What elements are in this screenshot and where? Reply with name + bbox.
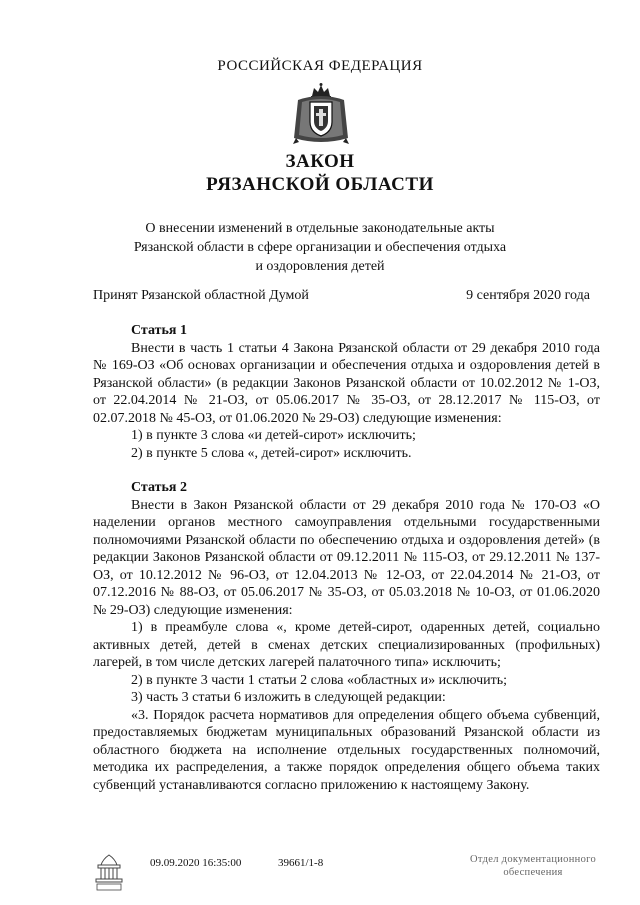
duma-building-icon bbox=[93, 853, 125, 893]
footer-timestamp: 09.09.2020 16:35:00 bbox=[150, 857, 242, 869]
law-subject bbox=[80, 219, 560, 276]
article1-heading: Статья 1 bbox=[131, 323, 187, 338]
article1-item2: 2) в пункте 5 слова «, детей-сирот» исключить. bbox=[131, 445, 412, 461]
article1-item1: 1) в пункте 3 слова «и детей-сирот» исключить; bbox=[131, 428, 416, 443]
footer-doc-code: 39661/1-8 bbox=[278, 857, 324, 869]
article2-item2: 2) в пункте 3 части 1 статьи 2 слова «областных и» исключить; bbox=[131, 672, 508, 688]
article2-item1: 1) в преамбуле слова «, кроме детей-сирот, одаренных детей, социально активных детей, детей в сменах детских специализированных (профильных) лагерей, в том числе детских лагерей палаточного типа» исключить; bbox=[93, 620, 600, 670]
article2-item3: 3) часть 3 статьи 6 изложить в следующей редакции: bbox=[131, 690, 446, 705]
article2-quote: «3. Порядок расчета нормативов для определения общего объема субвенций, предоставляемых бюджетам муниципальных образований Рязанской области из областного бюджета на исполнение отдельных государственных полномочий, методика их распределения, а также порядок определения общего объема таких субвенций устанавливаются согласно приложению к настоящему Закону. bbox=[93, 707, 600, 793]
adoption-date: 9 сентября 2020 года bbox=[466, 288, 590, 303]
law-subject-line2: Рязанской области в сфере организации и обеспечения отдыха bbox=[133, 240, 507, 255]
law-title-line2: РЯЗАНСКОЙ ОБЛАСТИ bbox=[206, 174, 434, 195]
law-subject-line3: и оздоровления детей bbox=[255, 259, 385, 274]
footer bbox=[93, 853, 613, 893]
adoption-line bbox=[93, 288, 590, 304]
footer-stamp bbox=[448, 853, 618, 879]
law-title bbox=[0, 150, 640, 196]
article1-intro: Внести в часть 1 статьи 4 Закона Рязанской области от 29 декабря 2010 года № 169-ОЗ «Об основах организации и обеспечения отдыха и оздоровления детей в Рязанской области» (в редакции Законов Рязанской области от 10.02.2012 № 1-ОЗ, от 22.04.2014 № 21-ОЗ, от 05.06.2017 № 35-ОЗ, от 28.12.2017 № 115-ОЗ, от 02.07.2018 № 45-ОЗ, от 01.06.2020 № 29-ОЗ) следующие изменения: bbox=[93, 340, 600, 426]
footer-dept-line2: обеспечения bbox=[503, 867, 563, 878]
spacer bbox=[93, 462, 600, 479]
footer-dept-line1: Отдел документационного bbox=[469, 854, 597, 865]
law-title-line1: ЗАКОН bbox=[285, 151, 355, 172]
article2-heading: Статья 2 bbox=[131, 480, 187, 495]
article2-intro: Внести в Закон Рязанской области от 29 декабря 2010 года № 170-ОЗ «О наделении органов местного самоуправления отдельными государственными полномочиями Рязанской области по обеспечению отдыха и оздоровления детей» (в редакции Законов Рязанской области от 09.12.2011 № 115-ОЗ, от 29.12.2011 № 137-ОЗ, от 10.12.2012 № 96-ОЗ, от 12.04.2013 № 12-ОЗ, от 22.04.2014 № 21-ОЗ, от 07.12.2016 № 88-ОЗ, от 05.06.2017 № 35-ОЗ, от 05.03.2018 № 10-ОЗ, от 01.06.2020 № 29-ОЗ) следующие изменения: bbox=[93, 497, 600, 618]
law-body bbox=[93, 322, 600, 794]
adopted-by: Принят Рязанской областной Думой bbox=[93, 288, 309, 303]
law-subject-line1: О внесении изменений в отдельные законодательные акты bbox=[145, 221, 495, 236]
country-header: РОССИЙСКАЯ ФЕДЕРАЦИЯ bbox=[217, 58, 423, 74]
ryazan-coat-of-arms-icon bbox=[290, 82, 352, 146]
